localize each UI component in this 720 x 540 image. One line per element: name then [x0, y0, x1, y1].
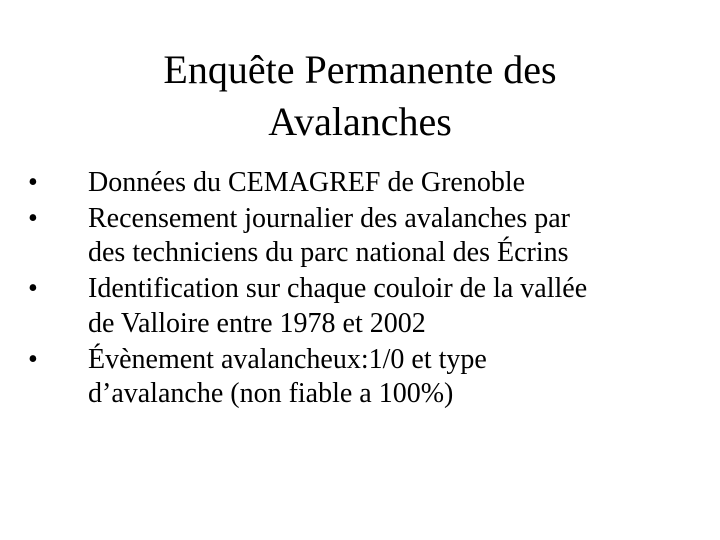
- slide-title: [0, 44, 720, 148]
- slide-title-line-2: Avalanches: [268, 99, 452, 144]
- slide-title-line-1: Enquête Permanente des: [163, 47, 557, 92]
- bullet-text-line: Données du CEMAGREF de Grenoble: [88, 167, 526, 198]
- bullet-item: [28, 166, 698, 201]
- bullet-text-line: Évènement avalancheux:1/0 et type: [88, 343, 487, 375]
- bullet-marker: •: [28, 343, 38, 375]
- bullet-text-line: Recensement journalier des avalanches par: [88, 202, 571, 234]
- bullet-marker: •: [28, 202, 38, 234]
- bullet-text-line: de Valloire entre 1978 et 2002: [88, 307, 426, 339]
- bullet-marker: •: [28, 273, 38, 305]
- bullet-text-line: Identification sur chaque couloir de la vallée: [88, 273, 588, 305]
- bullet-text-line: d’avalanche (non fiable a 100%): [88, 378, 454, 410]
- bullet-text-line: des techniciens du parc national des Écrins: [88, 237, 569, 269]
- bullet-marker: •: [28, 167, 38, 198]
- bullet-item: [28, 272, 698, 341]
- bullet-list: [28, 166, 698, 413]
- bullet-item: [28, 202, 698, 271]
- bullet-item: [28, 343, 698, 412]
